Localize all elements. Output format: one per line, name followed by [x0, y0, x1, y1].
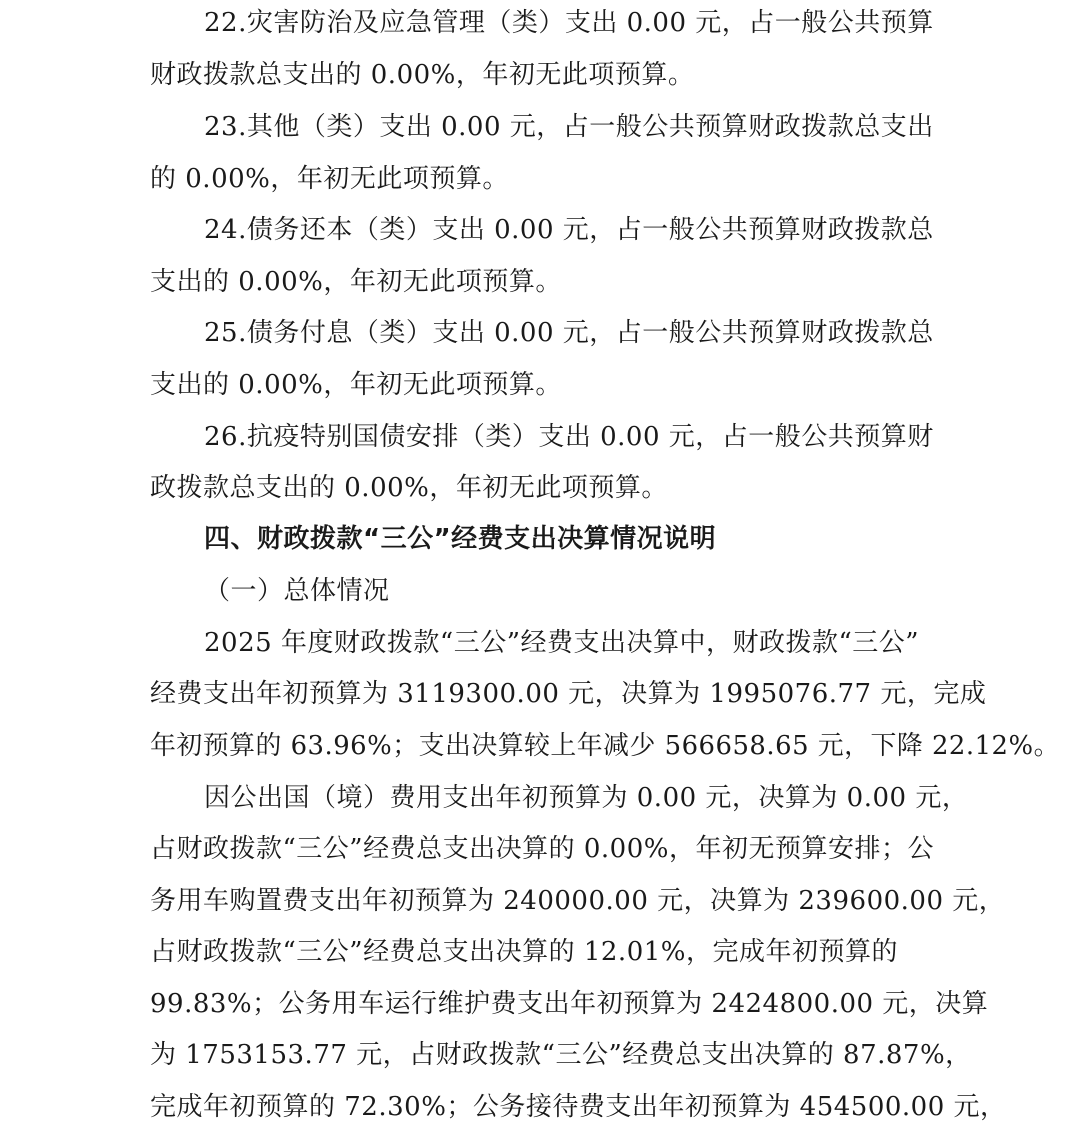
details-line-3: 务用车购置费支出年初预算为 240000.00 元，决算为 239600.00 元， — [150, 886, 1006, 916]
details-line-6: 为 1753153.77 元，占财政拨款“三公”经费总支出决算的 87.87%， — [150, 1040, 972, 1070]
item-26-line-2: 政拨款总支出的 0.00%，年初无此项预算。 — [150, 473, 668, 503]
item-26-line-1: 26.抗疫特别国债安排（类）支出 0.00 元，占一般公共预算财 — [204, 422, 934, 452]
item-22-line-1: 22.灾害防治及应急管理（类）支出 0.00 元，占一般公共预算 — [204, 8, 934, 38]
item-24-line-2: 支出的 0.00%，年初无此项预算。 — [150, 267, 562, 297]
section-heading: 四、财政拨款“三公”经费支出决算情况说明 — [204, 524, 717, 554]
item-23-line-1: 23.其他（类）支出 0.00 元，占一般公共预算财政拨款总支出 — [204, 112, 934, 142]
subsection-heading: （一）总体情况 — [204, 576, 390, 606]
details-line-5: 99.83%；公务用车运行维护费支出年初预算为 2424800.00 元，决算 — [150, 989, 989, 1019]
item-25-line-2: 支出的 0.00%，年初无此项预算。 — [150, 370, 562, 400]
details-line-1: 因公出国（境）费用支出年初预算为 0.00 元，决算为 0.00 元， — [204, 783, 969, 813]
overview-line-1: 2025 年度财政拨款“三公”经费支出决算中，财政拨款“三公” — [204, 628, 920, 658]
item-25-line-1: 25.债务付息（类）支出 0.00 元，占一般公共预算财政拨款总 — [204, 318, 934, 348]
item-23-line-2: 的 0.00%，年初无此项预算。 — [150, 164, 509, 194]
details-line-7: 完成年初预算的 72.30%；公务接待费支出年初预算为 454500.00 元， — [150, 1092, 1007, 1122]
details-line-2: 占财政拨款“三公”经费总支出决算的 0.00%，年初无预算安排；公 — [150, 834, 934, 864]
item-22-line-2: 财政拨款总支出的 0.00%，年初无此项预算。 — [150, 60, 695, 90]
overview-line-2: 经费支出年初预算为 3119300.00 元，决算为 1995076.77 元，完成 — [150, 679, 987, 709]
details-line-4: 占财政拨款“三公”经费总支出决算的 12.01%，完成年初预算的 — [150, 937, 898, 967]
item-24-line-1: 24.债务还本（类）支出 0.00 元，占一般公共预算财政拨款总 — [204, 215, 934, 245]
overview-line-3: 年初预算的 63.96%；支出决算较上年减少 566658.65 元，下降 22.12%。 — [150, 731, 1060, 761]
